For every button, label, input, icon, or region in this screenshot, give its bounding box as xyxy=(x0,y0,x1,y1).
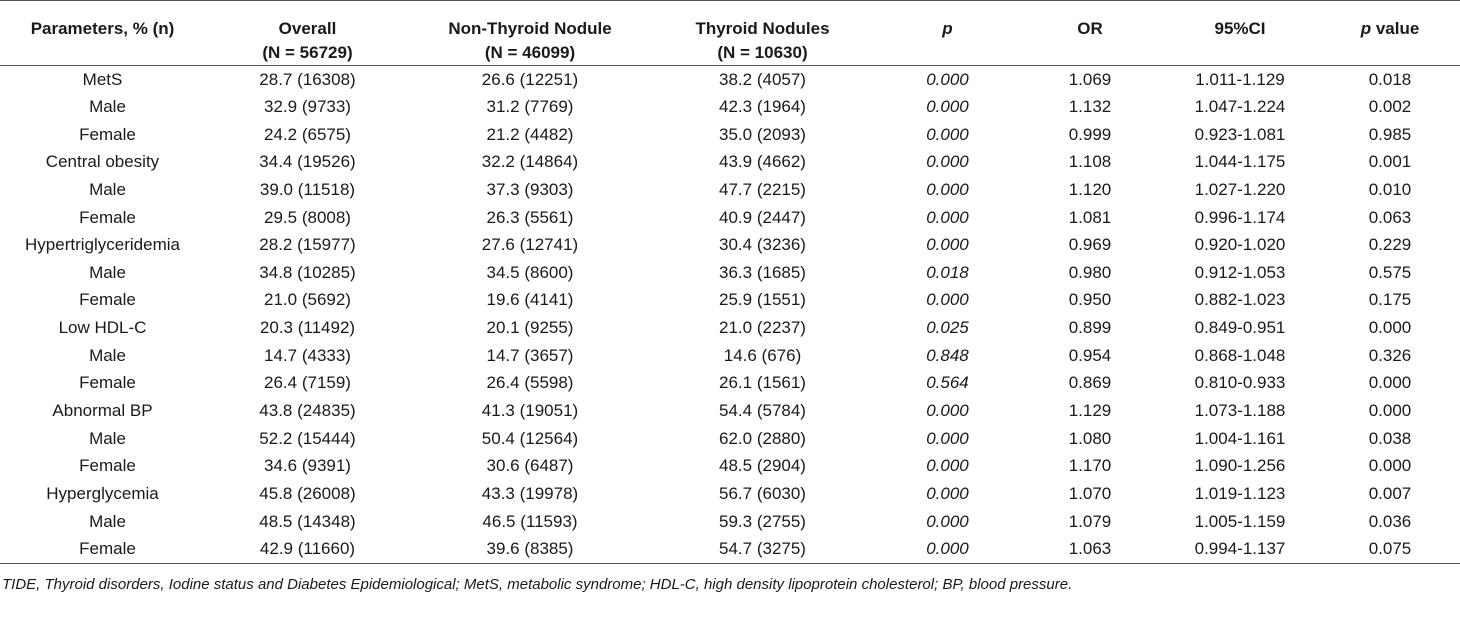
cell-overall: 29.5 (8008) xyxy=(264,207,351,227)
row-label: MetS xyxy=(82,69,123,89)
cell-p-value: 0.000 xyxy=(1368,318,1412,338)
cell-p: 0.564 xyxy=(926,373,969,393)
cell-ci: 1.073-1.188 xyxy=(1194,401,1286,420)
cell-or: 1.079 xyxy=(1068,511,1112,531)
cell-or: 1.108 xyxy=(1068,152,1112,172)
row-label: Hyperglycemia xyxy=(46,483,159,503)
cell-overall: 28.7 (16308) xyxy=(259,69,356,89)
cell-non-thyroid: 32.2 (14864) xyxy=(481,152,579,172)
cell-p-value: 0.001 xyxy=(1368,152,1412,172)
cell-thyroid: 25.9 (1551) xyxy=(719,290,806,310)
row-label: Female xyxy=(79,207,136,227)
table-row xyxy=(0,204,1460,232)
cell-p-value: 0.002 xyxy=(1368,96,1412,116)
cell-p: 0.000 xyxy=(926,511,969,531)
cell-ci: 0.923-1.081 xyxy=(1194,124,1286,144)
cell-or: 1.080 xyxy=(1068,428,1112,448)
cell-thyroid: 42.3 (1964) xyxy=(719,96,806,116)
cell-p-value: 0.000 xyxy=(1368,401,1412,420)
cell-ci: 0.994-1.137 xyxy=(1160,535,1320,563)
table-body xyxy=(0,66,1460,564)
cell-ci: 0.912-1.053 xyxy=(1194,262,1286,282)
table-row xyxy=(0,452,1460,480)
cell-thyroid: 59.3 (2755) xyxy=(719,511,806,531)
cell-p-value: 0.326 xyxy=(1368,345,1412,365)
header-parameters: Parameters, % (n) xyxy=(0,1,205,66)
cell-p: 0.000 xyxy=(926,428,969,448)
cell-non-thyroid: 50.4 (12564) xyxy=(481,428,579,448)
cell-thyroid: 62.0 (2880) xyxy=(719,428,806,448)
cell-p-value: 0.038 xyxy=(1368,428,1412,448)
cell-p: 0.018 xyxy=(926,262,969,282)
table-row xyxy=(0,314,1460,342)
cell-overall: 20.3 (11492) xyxy=(259,318,356,338)
row-label: Hypertriglyceridemia xyxy=(25,235,180,255)
header-row xyxy=(0,1,1460,66)
header-overall xyxy=(205,1,410,66)
table-row xyxy=(0,342,1460,370)
cell-p-value: 0.985 xyxy=(1368,124,1412,144)
cell-non-thyroid: 27.6 (12741) xyxy=(481,235,579,255)
cell-thyroid: 14.6 (676) xyxy=(723,345,802,365)
cell-ci: 1.005-1.159 xyxy=(1194,511,1286,531)
row-label: Female xyxy=(79,373,136,393)
header-ci: 95%CI xyxy=(1160,1,1320,66)
cell-non-thyroid: 30.6 (6487) xyxy=(486,456,574,476)
row-label: Low HDL-C xyxy=(58,318,147,338)
row-label: Female xyxy=(0,535,205,563)
cell-overall: 26.4 (7159) xyxy=(264,373,351,393)
cell-overall: 28.2 (15977) xyxy=(259,235,356,255)
row-label: Male xyxy=(89,179,126,199)
cell-p: 0.848 xyxy=(926,345,969,365)
cell-or: 1.069 xyxy=(1068,69,1112,89)
cell-or: 1.120 xyxy=(1068,179,1112,199)
cell-ci: 0.996-1.174 xyxy=(1194,207,1286,227)
table-row xyxy=(0,370,1460,398)
cell-overall: 52.2 (15444) xyxy=(259,428,356,448)
table-row xyxy=(0,535,1460,563)
cell-p: 0.000 xyxy=(926,96,969,116)
row-label: Male xyxy=(89,262,126,282)
cell-or: 1.081 xyxy=(1068,207,1112,227)
header-overall-title: Overall xyxy=(278,19,337,38)
cell-ci: 1.044-1.175 xyxy=(1194,152,1286,172)
cell-overall: 24.2 (6575) xyxy=(264,124,351,144)
cell-ci: 0.810-0.933 xyxy=(1194,373,1286,393)
cell-p: 0.000 xyxy=(926,290,969,310)
cell-p: 0.000 xyxy=(926,207,969,227)
cell-overall: 45.8 (26008) xyxy=(259,483,356,503)
cell-overall: 42.9 (11660) xyxy=(205,535,410,563)
cell-overall: 32.9 (9733) xyxy=(264,96,351,116)
cell-thyroid: 40.9 (2447) xyxy=(719,207,806,227)
row-label: Female xyxy=(79,290,136,310)
cell-non-thyroid: 37.3 (9303) xyxy=(486,179,574,199)
row-label: Male xyxy=(89,345,126,365)
cell-non-thyroid: 20.1 (9255) xyxy=(486,318,574,338)
cell-non-thyroid: 46.5 (11593) xyxy=(482,511,578,531)
row-label: Female xyxy=(79,124,136,144)
table-row xyxy=(0,66,1460,94)
cell-p: 0.000 xyxy=(926,69,969,89)
cell-overall: 34.4 (19526) xyxy=(259,152,356,172)
cell-or: 0.969 xyxy=(1068,235,1112,255)
cell-non-thyroid: 21.2 (4482) xyxy=(486,124,574,144)
cell-p: 0.000 xyxy=(926,483,969,503)
row-label: Central obesity xyxy=(45,152,160,172)
table-header xyxy=(0,1,1460,66)
cell-or: 0.950 xyxy=(1068,290,1112,310)
cell-p: 0.000 xyxy=(926,456,969,476)
cell-thyroid: 35.0 (2093) xyxy=(719,124,806,144)
cell-p: 0.000 xyxy=(926,124,969,144)
table-row xyxy=(0,121,1460,149)
row-label: Male xyxy=(89,96,126,116)
row-label: Male xyxy=(89,511,126,531)
header-p: p xyxy=(875,1,1020,66)
cell-overall: 34.8 (10285) xyxy=(259,262,356,282)
cell-thyroid: 43.9 (4662) xyxy=(719,152,806,172)
cell-thyroid: 36.3 (1685) xyxy=(719,262,806,282)
table-row xyxy=(0,93,1460,121)
cell-or: 1.063 xyxy=(1020,535,1160,563)
cell-ci: 1.019-1.123 xyxy=(1194,483,1286,503)
header-non-thyroid-title: Non-Thyroid Nodule xyxy=(448,19,612,38)
cell-p-value: 0.229 xyxy=(1368,235,1412,255)
cell-p-value: 0.175 xyxy=(1368,290,1412,310)
cell-thyroid: 47.7 (2215) xyxy=(719,179,806,199)
cell-non-thyroid: 26.3 (5561) xyxy=(486,207,574,227)
cell-thyroid: 38.2 (4057) xyxy=(719,69,806,89)
cell-p-value: 0.575 xyxy=(1368,262,1412,282)
cell-or: 0.899 xyxy=(1068,318,1112,338)
header-thyroid-n: (N = 10630) xyxy=(717,43,808,62)
cell-ci: 1.004-1.161 xyxy=(1194,428,1286,448)
cell-ci: 0.849-0.951 xyxy=(1194,318,1286,338)
cell-ci: 0.920-1.020 xyxy=(1194,235,1286,255)
header-p-value xyxy=(1320,1,1460,66)
cell-p: 0.025 xyxy=(926,318,969,338)
cell-p: 0.000 xyxy=(926,152,969,172)
cell-p-value: 0.010 xyxy=(1368,179,1412,199)
table-row xyxy=(0,231,1460,259)
cell-ci: 1.047-1.224 xyxy=(1194,96,1286,116)
header-thyroid-title: Thyroid Nodules xyxy=(695,19,830,38)
cell-or: 0.980 xyxy=(1068,262,1112,282)
header-p-value-rest: value xyxy=(1371,19,1420,38)
cell-non-thyroid: 26.6 (12251) xyxy=(481,69,579,89)
header-overall-n: (N = 56729) xyxy=(262,43,353,62)
cell-non-thyroid: 43.3 (19978) xyxy=(481,483,579,503)
table-row xyxy=(0,287,1460,315)
row-label: Abnormal BP xyxy=(52,401,153,420)
cell-non-thyroid: 31.2 (7769) xyxy=(486,96,574,116)
cell-or: 0.954 xyxy=(1068,345,1112,365)
table-footnote: TIDE, Thyroid disorders, Iodine status and Diabetes Epidemiological; MetS, metabolic syndrome; HDL-C, high density lipoprotein cholesterol; BP, blood pressure. xyxy=(2,575,1073,593)
cell-or: 0.869 xyxy=(1068,373,1112,393)
header-p-value-italic: p xyxy=(1360,19,1372,38)
cell-overall: 34.6 (9391) xyxy=(264,456,351,476)
cell-p-value: 0.018 xyxy=(1368,69,1412,89)
cell-overall: 39.0 (11518) xyxy=(259,179,356,199)
cell-overall: 43.8 (24835) xyxy=(259,401,356,420)
header-non-thyroid xyxy=(410,1,650,66)
cell-p-value: 0.007 xyxy=(1368,483,1412,503)
row-label: Female xyxy=(79,456,136,476)
header-or: OR xyxy=(1020,1,1160,66)
cell-ci: 0.868-1.048 xyxy=(1194,345,1286,365)
cell-thyroid: 21.0 (2237) xyxy=(719,318,806,338)
cell-thyroid: 54.4 (5784) xyxy=(719,401,806,420)
cell-or: 0.999 xyxy=(1068,124,1112,144)
table-row xyxy=(0,480,1460,508)
cell-p-value: 0.036 xyxy=(1368,511,1412,531)
table-row xyxy=(0,148,1460,176)
cell-ci: 1.027-1.220 xyxy=(1194,179,1286,199)
cell-non-thyroid: 34.5 (8600) xyxy=(486,262,574,282)
table-row xyxy=(0,176,1460,204)
cell-p: 0.000 xyxy=(875,535,1020,563)
table-row xyxy=(0,397,1460,425)
cell-non-thyroid: 14.7 (3657) xyxy=(486,345,574,365)
cell-p: 0.000 xyxy=(926,235,969,255)
table-row xyxy=(0,508,1460,536)
header-thyroid xyxy=(650,1,875,66)
cell-thyroid: 56.7 (6030) xyxy=(719,483,806,503)
cell-ci: 1.011-1.129 xyxy=(1195,69,1285,89)
header-non-thyroid-n: (N = 46099) xyxy=(484,43,576,62)
cell-thyroid: 26.1 (1561) xyxy=(719,373,806,393)
cell-p: 0.000 xyxy=(926,401,969,420)
cell-ci: 0.882-1.023 xyxy=(1194,290,1286,310)
cell-overall: 21.0 (5692) xyxy=(264,290,351,310)
cell-overall: 14.7 (4333) xyxy=(264,345,351,365)
cell-p-value: 0.000 xyxy=(1368,456,1412,476)
cell-non-thyroid: 39.6 (8385) xyxy=(410,535,650,563)
cell-thyroid: 30.4 (3236) xyxy=(719,235,806,255)
cell-p-value: 0.063 xyxy=(1368,207,1412,227)
cell-or: 1.129 xyxy=(1068,401,1112,420)
table-row xyxy=(0,259,1460,287)
cell-p-value: 0.075 xyxy=(1320,535,1460,563)
cell-thyroid: 48.5 (2904) xyxy=(719,456,806,476)
cell-p: 0.000 xyxy=(926,179,969,199)
cell-ci: 1.090-1.256 xyxy=(1194,456,1286,476)
cell-non-thyroid: 41.3 (19051) xyxy=(481,401,579,420)
row-label: Male xyxy=(89,428,126,448)
cell-non-thyroid: 19.6 (4141) xyxy=(486,290,574,310)
table-row xyxy=(0,425,1460,453)
cell-or: 1.070 xyxy=(1068,483,1112,503)
cell-overall: 48.5 (14348) xyxy=(259,511,356,531)
cell-thyroid: 54.7 (3275) xyxy=(650,535,875,563)
cell-non-thyroid: 26.4 (5598) xyxy=(486,373,574,393)
cell-p-value: 0.000 xyxy=(1368,373,1412,393)
cell-or: 1.132 xyxy=(1068,96,1112,116)
cell-or: 1.170 xyxy=(1068,456,1112,476)
